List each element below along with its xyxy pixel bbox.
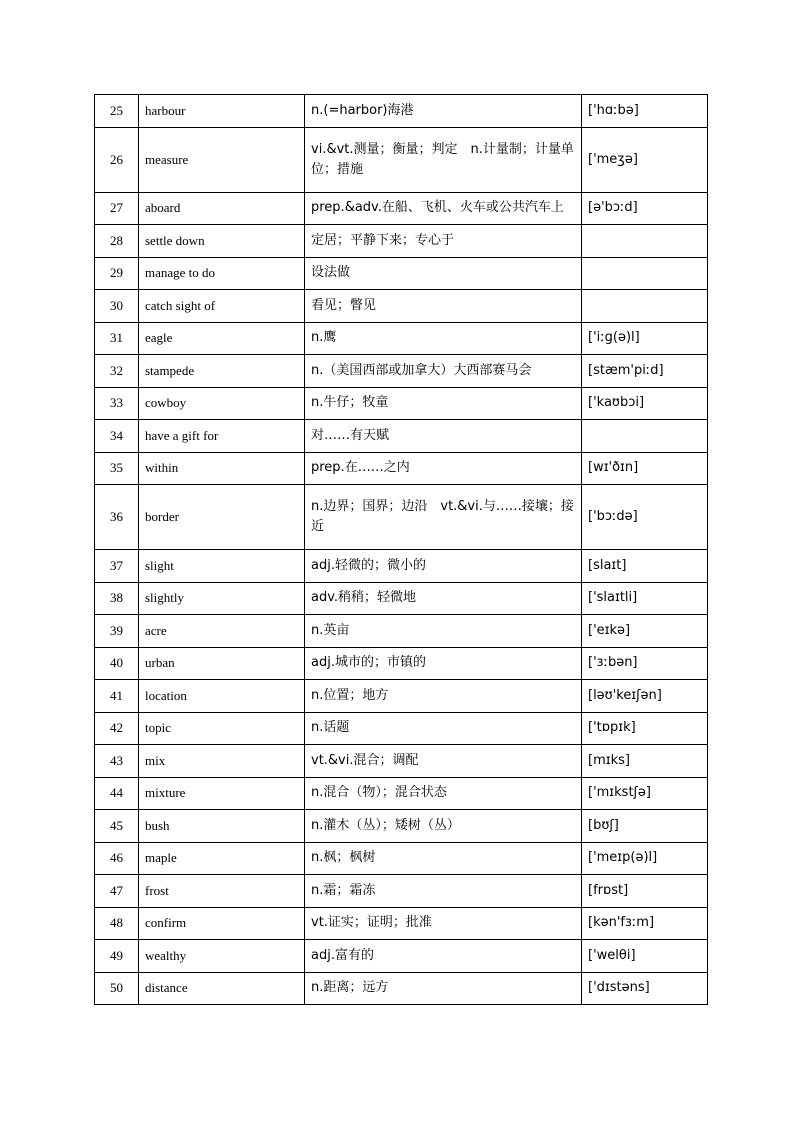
phonetic-cell [582,257,708,290]
word-cell: eagle [139,322,305,355]
phonetic-cell: ['kaʊbɔi] [582,387,708,420]
word-cell: stampede [139,355,305,388]
word-cell: catch sight of [139,290,305,323]
word-cell: urban [139,647,305,680]
phonetic-cell: ['meʒə] [582,127,708,192]
word-cell: settle down [139,225,305,258]
row-number: 45 [95,810,139,843]
word-cell: distance [139,972,305,1005]
table-row [95,550,708,583]
meaning-cell: adj.富有的 [305,940,582,973]
row-number: 42 [95,712,139,745]
word-cell: measure [139,127,305,192]
phonetic-cell: ['hɑːbə] [582,95,708,128]
row-number: 48 [95,907,139,940]
meaning-cell: prep.&adv.在船、飞机、火车或公共汽车上 [305,192,582,225]
row-number: 44 [95,777,139,810]
meaning-cell: n.边界；国界；边沿 vt.&vi.与……接壤；接近 [305,485,582,550]
phonetic-cell: [mɪks] [582,745,708,778]
meaning-cell: n.位置；地方 [305,680,582,713]
row-number: 33 [95,387,139,420]
table-row [95,192,708,225]
word-cell: location [139,680,305,713]
phonetic-cell: ['meɪp(ə)l] [582,842,708,875]
row-number: 29 [95,257,139,290]
table-row [95,972,708,1005]
row-number: 31 [95,322,139,355]
word-cell: within [139,452,305,485]
row-number: 27 [95,192,139,225]
word-cell: frost [139,875,305,908]
row-number: 37 [95,550,139,583]
table-row [95,420,708,453]
meaning-cell: vt.证实；证明；批准 [305,907,582,940]
vocabulary-table [94,94,708,1005]
phonetic-cell [582,225,708,258]
row-number: 38 [95,582,139,615]
word-cell: mix [139,745,305,778]
meaning-cell: 定居；平静下来；专心于 [305,225,582,258]
meaning-cell: vt.&vi.混合；调配 [305,745,582,778]
meaning-cell: n.（美国西部或加拿大）大西部赛马会 [305,355,582,388]
table-row [95,387,708,420]
word-cell: acre [139,615,305,648]
table-row [95,127,708,192]
word-cell: aboard [139,192,305,225]
row-number: 47 [95,875,139,908]
phonetic-cell: ['welθi] [582,940,708,973]
phonetic-cell: [frɒst] [582,875,708,908]
meaning-cell: n.(=harbor)海港 [305,95,582,128]
word-cell: confirm [139,907,305,940]
meaning-cell: 对……有天赋 [305,420,582,453]
phonetic-cell: [slaɪt] [582,550,708,583]
row-number: 35 [95,452,139,485]
phonetic-cell: ['eɪkə] [582,615,708,648]
table-row [95,355,708,388]
row-number: 43 [95,745,139,778]
table-row [95,680,708,713]
meaning-cell: n.霜；霜冻 [305,875,582,908]
meaning-cell: adj.轻微的；微小的 [305,550,582,583]
meaning-cell: prep.在……之内 [305,452,582,485]
word-cell: slightly [139,582,305,615]
table-row [95,745,708,778]
phonetic-cell: ['ɜːbən] [582,647,708,680]
phonetic-cell [582,420,708,453]
table-row [95,810,708,843]
row-number: 30 [95,290,139,323]
word-cell: cowboy [139,387,305,420]
word-cell: topic [139,712,305,745]
word-cell: border [139,485,305,550]
table-row [95,322,708,355]
table-row [95,777,708,810]
meaning-cell: n.鹰 [305,322,582,355]
word-cell: harbour [139,95,305,128]
meaning-cell: n.英亩 [305,615,582,648]
row-number: 25 [95,95,139,128]
word-cell: maple [139,842,305,875]
phonetic-cell: ['iːg(ə)l] [582,322,708,355]
table-row [95,842,708,875]
meaning-cell: adj.城市的；市镇的 [305,647,582,680]
row-number: 40 [95,647,139,680]
meaning-cell: n.距离；远方 [305,972,582,1005]
meaning-cell: n.枫；枫树 [305,842,582,875]
word-cell: mixture [139,777,305,810]
meaning-cell: n.灌木（丛）；矮树（丛） [305,810,582,843]
row-number: 34 [95,420,139,453]
phonetic-cell: [wɪ'ðɪn] [582,452,708,485]
row-number: 32 [95,355,139,388]
table-row [95,582,708,615]
meaning-cell: n.混合（物）；混合状态 [305,777,582,810]
phonetic-cell: ['slaɪtli] [582,582,708,615]
row-number: 50 [95,972,139,1005]
table-row [95,485,708,550]
row-number: 46 [95,842,139,875]
phonetic-cell: [kən'fɜːm] [582,907,708,940]
table-row [95,712,708,745]
meaning-cell: vi.&vt.测量；衡量；判定 n.计量制；计量单位；措施 [305,127,582,192]
phonetic-cell: [stæm'piːd] [582,355,708,388]
word-cell: have a gift for [139,420,305,453]
table-row [95,452,708,485]
phonetic-cell: ['mɪkstʃə] [582,777,708,810]
phonetic-cell: ['bɔːdə] [582,485,708,550]
table-row [95,940,708,973]
phonetic-cell: [ləʊ'keɪʃən] [582,680,708,713]
phonetic-cell: [bʊʃ] [582,810,708,843]
meaning-cell: n.牛仔；牧童 [305,387,582,420]
row-number: 41 [95,680,139,713]
meaning-cell: 看见；瞥见 [305,290,582,323]
table-row [95,615,708,648]
meaning-cell: n.话题 [305,712,582,745]
table-row [95,290,708,323]
table-row [95,95,708,128]
word-cell: slight [139,550,305,583]
row-number: 39 [95,615,139,648]
phonetic-cell: [ə'bɔːd] [582,192,708,225]
table-row [95,907,708,940]
row-number: 26 [95,127,139,192]
word-cell: wealthy [139,940,305,973]
row-number: 36 [95,485,139,550]
row-number: 28 [95,225,139,258]
word-cell: manage to do [139,257,305,290]
meaning-cell: 设法做 [305,257,582,290]
word-cell: bush [139,810,305,843]
row-number: 49 [95,940,139,973]
meaning-cell: adv.稍稍；轻微地 [305,582,582,615]
table-row [95,647,708,680]
table-row [95,875,708,908]
phonetic-cell: ['tɒpɪk] [582,712,708,745]
phonetic-cell: ['dɪstəns] [582,972,708,1005]
table-row [95,225,708,258]
phonetic-cell [582,290,708,323]
table-row [95,257,708,290]
